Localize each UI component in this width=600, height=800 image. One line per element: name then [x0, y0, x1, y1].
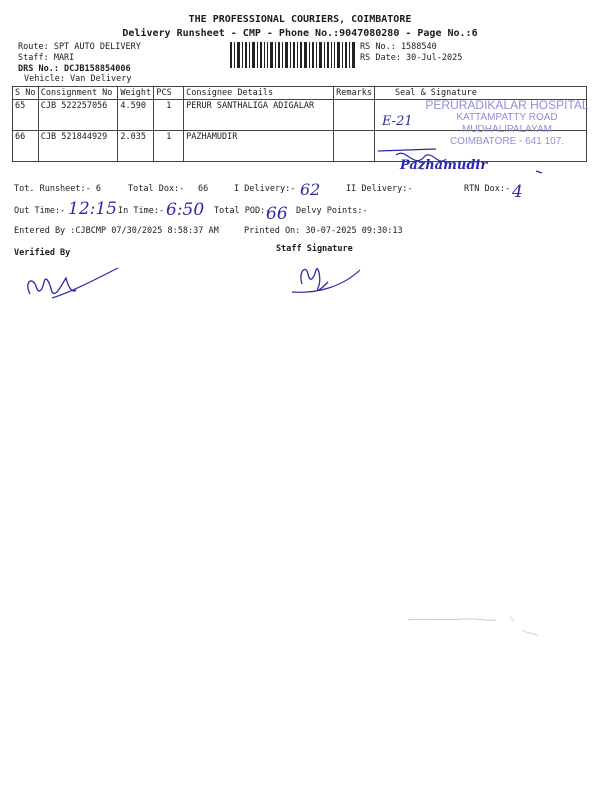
delivery-points-label: Delvy Points:- — [296, 206, 368, 216]
route-info: Route: SPT AUTO DELIVERY — [18, 42, 141, 52]
i-delivery-label: I Delivery:- — [234, 184, 296, 194]
verified-by-label: Verified By — [14, 248, 71, 258]
runsheet-title: Delivery Runsheet - CMP - Phone No.:9047080280 - Page No.:6 — [122, 28, 478, 39]
header-remarks: Remarks — [334, 87, 375, 100]
header-consignee: Consignee Details — [184, 87, 334, 100]
handwritten-sign-row-65: E-21 — [382, 114, 413, 129]
cell-consignee: PERUR SANTHALIGA ADIGALAR — [184, 100, 334, 131]
cell-sno: 66 — [13, 131, 39, 162]
header-weight: Weight — [118, 87, 154, 100]
in-time-label: In Time:- — [118, 206, 165, 216]
staff-signature-icon — [288, 260, 363, 298]
header-consignment: Consignment No — [38, 87, 118, 100]
header-pcs: PCS — [154, 87, 184, 100]
signature-scribble-icon — [376, 145, 546, 175]
in-time-value: 6:50 — [166, 200, 205, 220]
printed-on: Printed On: 30-07-2025 09:30:13 — [244, 226, 403, 236]
staff-info: Staff: MARI — [18, 53, 75, 63]
rtn-dox-value: 4 — [512, 182, 523, 202]
hospital-stamp — [418, 98, 596, 148]
handwritten-sign-row-66: Pazhamudir — [400, 158, 488, 173]
ii-delivery-label: II Delivery:- — [346, 184, 413, 194]
stamp-line-3: MUDHALIPALAYAM — [461, 124, 553, 135]
total-dox-label: Total Dox:- — [128, 184, 185, 194]
faint-bleed-marks-icon — [404, 612, 544, 642]
out-time-label: Out Time:- — [14, 206, 66, 216]
cell-pcs: 1 — [154, 100, 184, 131]
cell-consignment: CJB 522257056 — [38, 100, 118, 131]
out-time-value: 12:15 — [68, 199, 117, 219]
rs-date: RS Date: 30-Jul-2025 — [360, 53, 463, 63]
cell-consignment: CJB 521844929 — [38, 131, 118, 162]
total-runsheet: Tot. Runsheet:- 6 — [14, 184, 101, 194]
stamp-line-4: COIMBATORE - 641 107. — [449, 136, 565, 147]
company-name: THE PROFESSIONAL COURIERS, COIMBATORE — [188, 14, 412, 25]
barcode-image — [230, 42, 355, 68]
vehicle-info: Vehicle: Van Delivery — [24, 74, 132, 84]
cell-sno: 65 — [13, 100, 39, 131]
total-dox-value: 66 — [198, 184, 209, 194]
header-seal: Seal & Signature — [374, 87, 586, 100]
i-delivery-value: 62 — [300, 180, 321, 199]
cell-remarks — [334, 131, 375, 162]
cell-pcs: 1 — [154, 131, 184, 162]
entered-by: Entered By :CJBCMP 07/30/2025 8:58:37 AM — [14, 226, 219, 236]
drs-info: DRS No.: DCJB158854006 — [18, 64, 131, 74]
stamp-line-2: KATTAMPATTY ROAD — [456, 112, 558, 123]
total-pod-label: Total POD:- — [214, 206, 271, 216]
verified-signature-icon — [22, 264, 122, 304]
rtn-dox-label: RTN Dox:- — [464, 184, 511, 194]
staff-signature-label: Staff Signature — [276, 244, 353, 254]
total-pod-value: 66 — [266, 204, 288, 224]
cell-weight: 4.590 — [118, 100, 154, 131]
cell-weight: 2.035 — [118, 131, 154, 162]
header-sno: S No — [13, 87, 39, 100]
cell-remarks — [334, 100, 375, 131]
cell-consignee: PAZHAMUDIR — [184, 131, 334, 162]
stamp-line-1: PERURADIKALAR HOSPITAL — [425, 98, 589, 112]
rs-number: RS No.: 1588540 — [360, 42, 437, 52]
